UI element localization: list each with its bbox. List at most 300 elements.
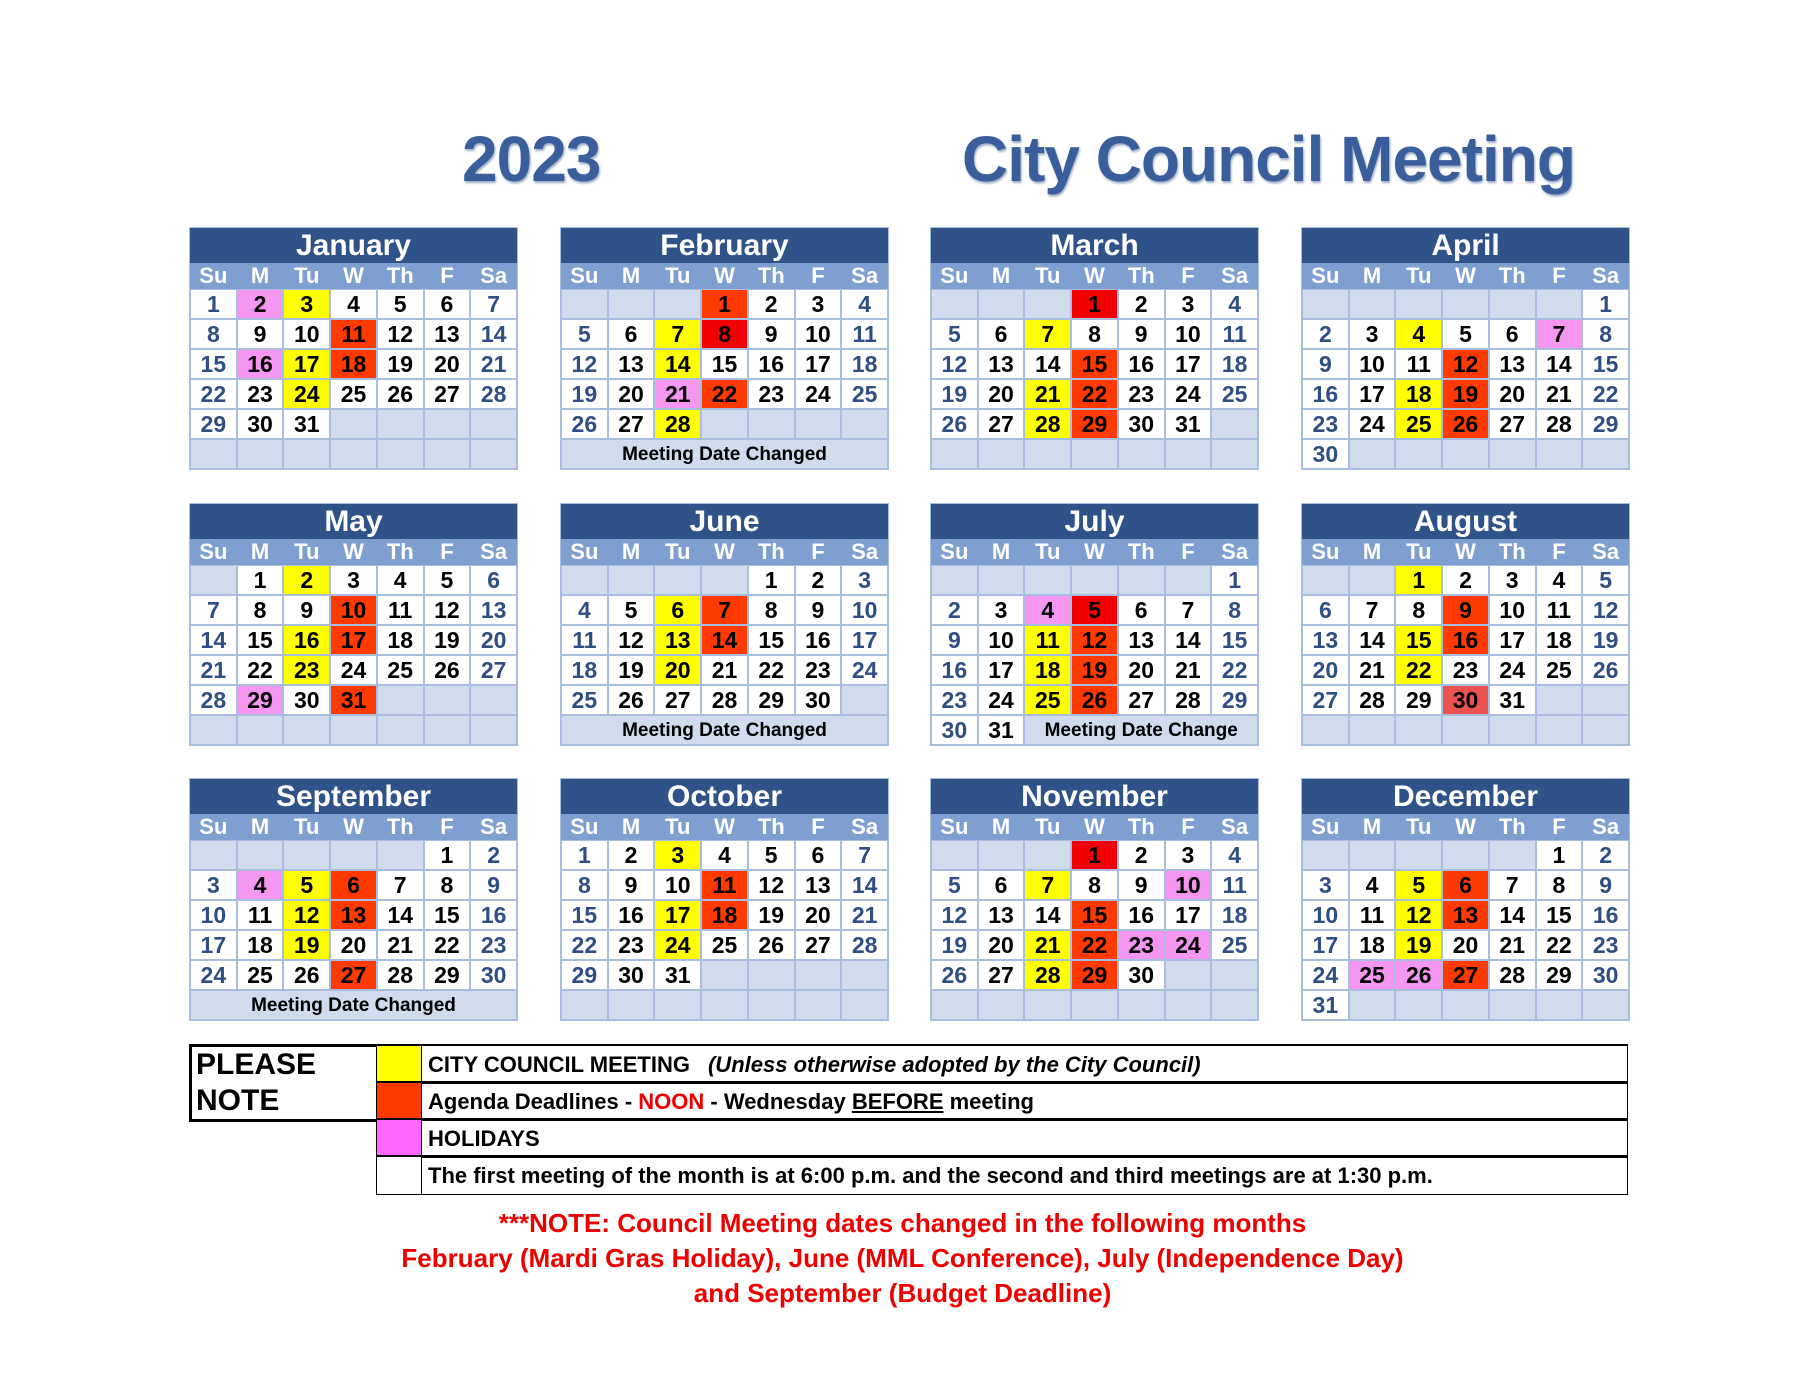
- empty-cell: [1582, 990, 1629, 1020]
- empty-cell: [561, 990, 608, 1020]
- day-cell: 14: [377, 900, 424, 930]
- day-cell: 30: [795, 685, 842, 715]
- day-cell-deadline: 19: [1442, 379, 1489, 409]
- day-cell: 10: [283, 319, 330, 349]
- day-cell: 25: [377, 655, 424, 685]
- day-cell: 21: [470, 349, 517, 379]
- day-cell: 25: [701, 930, 748, 960]
- day-cell-meeting: 24: [283, 379, 330, 409]
- day-cell: 1: [424, 840, 471, 870]
- day-cell: 25: [841, 379, 888, 409]
- day-cell: 15: [190, 349, 237, 379]
- day-cell: 13: [1302, 625, 1349, 655]
- day-cell-meeting: 7: [1024, 319, 1071, 349]
- day-cell: 17: [1349, 379, 1396, 409]
- empty-cell: [841, 685, 888, 715]
- day-cell: 15: [561, 900, 608, 930]
- day-cell: 28: [190, 685, 237, 715]
- day-cell: 20: [608, 379, 655, 409]
- day-cell: 13: [795, 870, 842, 900]
- empty-cell: [1536, 685, 1583, 715]
- deadline-swatch: [377, 1083, 422, 1120]
- empty-cell: [237, 840, 284, 870]
- day-cell: 24: [1349, 409, 1396, 439]
- day-cell: 27: [1118, 685, 1165, 715]
- legend-row-deadline: [376, 1081, 1628, 1121]
- day-cell: 24: [978, 685, 1025, 715]
- day-cell: 5: [424, 565, 471, 595]
- empty-cell: [1302, 565, 1349, 595]
- empty-cell: [377, 409, 424, 439]
- day-cell: 9: [1118, 870, 1165, 900]
- weekday-header: Su: [561, 263, 608, 289]
- month-title: August: [1302, 504, 1629, 539]
- day-cell: 16: [1302, 379, 1349, 409]
- day-cell: 18: [1536, 625, 1583, 655]
- meeting-swatch: [377, 1046, 422, 1083]
- day-cell: 15: [1582, 349, 1629, 379]
- empty-cell: [1489, 715, 1536, 745]
- day-cell-meeting: 28: [654, 409, 701, 439]
- empty-cell: [1211, 990, 1258, 1020]
- empty-cell: [377, 840, 424, 870]
- month-title: March: [931, 228, 1258, 263]
- day-cell: 3: [1302, 870, 1349, 900]
- day-cell-meeting: 2: [283, 565, 330, 595]
- weekday-header: W: [1071, 814, 1118, 840]
- month-title: December: [1302, 779, 1629, 814]
- day-cell-deadline-red: 1: [1071, 840, 1118, 870]
- empty-cell: [1489, 840, 1536, 870]
- empty-cell: [931, 289, 978, 319]
- legend-times-note: The first meeting of the month is at 6:00 p.m. and the second and third meetings are at 1:30 p.m.: [428, 1163, 1433, 1188]
- day-cell: 15: [237, 625, 284, 655]
- weekday-header: W: [330, 814, 377, 840]
- day-cell: 9: [748, 319, 795, 349]
- empty-cell: [470, 409, 517, 439]
- day-cell-deadline: 12: [1442, 349, 1489, 379]
- empty-cell: [608, 289, 655, 319]
- day-cell: 28: [701, 685, 748, 715]
- day-cell: 17: [841, 625, 888, 655]
- day-cell: 16: [931, 655, 978, 685]
- day-cell: 29: [1211, 685, 1258, 715]
- day-grid: [561, 263, 888, 469]
- empty-cell: [1349, 990, 1396, 1020]
- day-cell: 12: [1582, 595, 1629, 625]
- day-cell-deadline-red: 8: [701, 319, 748, 349]
- weekday-header: M: [608, 263, 655, 289]
- weekday-header: Sa: [470, 539, 517, 565]
- weekday-header: F: [424, 263, 471, 289]
- day-cell-deadline: 18: [330, 349, 377, 379]
- weekday-header: Tu: [283, 814, 330, 840]
- day-cell: 13: [978, 349, 1025, 379]
- weekday-header: F: [1165, 539, 1212, 565]
- empty-cell: [424, 409, 471, 439]
- weekday-header: Sa: [1211, 539, 1258, 565]
- day-cell: 30: [1118, 409, 1165, 439]
- day-cell: 21: [701, 655, 748, 685]
- day-cell: 26: [931, 409, 978, 439]
- empty-cell: [1024, 990, 1071, 1020]
- day-cell: 26: [377, 379, 424, 409]
- month-title: September: [190, 779, 517, 814]
- day-cell: 14: [1165, 625, 1212, 655]
- day-cell: 12: [931, 349, 978, 379]
- empty-cell: [1489, 289, 1536, 319]
- day-cell-deadline: 18: [701, 900, 748, 930]
- meeting-date-changed-note: Meeting Date Change: [1024, 715, 1258, 745]
- note-line: February (Mardi Gras Holiday), June (MML Conference), July (Independence Day): [401, 1243, 1404, 1273]
- day-cell-deadline: 13: [1442, 900, 1489, 930]
- day-cell: 27: [978, 409, 1025, 439]
- day-cell: 6: [978, 319, 1025, 349]
- day-cell: 24: [190, 960, 237, 990]
- day-cell-meeting: 21: [1024, 930, 1071, 960]
- empty-cell: [190, 439, 237, 469]
- day-cell: 9: [608, 870, 655, 900]
- day-cell: 26: [424, 655, 471, 685]
- day-cell: 17: [1165, 349, 1212, 379]
- day-cell: 21: [841, 900, 888, 930]
- day-cell: 23: [1302, 409, 1349, 439]
- day-cell-holiday: 4: [237, 870, 284, 900]
- weekday-header: W: [1442, 814, 1489, 840]
- empty-cell: [654, 565, 701, 595]
- weekday-header: M: [237, 814, 284, 840]
- day-cell: 9: [237, 319, 284, 349]
- month-july: [930, 503, 1259, 746]
- day-cell: 30: [470, 960, 517, 990]
- day-cell: 8: [1395, 595, 1442, 625]
- empty-cell: [1349, 715, 1396, 745]
- day-cell: 24: [1489, 655, 1536, 685]
- day-cell: 29: [561, 960, 608, 990]
- day-cell-deadline: 27: [330, 960, 377, 990]
- day-cell: 23: [1582, 930, 1629, 960]
- day-cell-meeting: 16: [283, 625, 330, 655]
- empty-cell: [1489, 439, 1536, 469]
- day-cell: 3: [1489, 565, 1536, 595]
- day-cell: 9: [931, 625, 978, 655]
- day-cell-meeting: 5: [1395, 870, 1442, 900]
- day-cell: 2: [795, 565, 842, 595]
- month-april: [1301, 227, 1630, 470]
- day-cell: 19: [931, 379, 978, 409]
- empty-cell: [1118, 990, 1165, 1020]
- day-cell-holiday: 4: [1024, 595, 1071, 625]
- empty-cell: [1024, 289, 1071, 319]
- weekday-header: Tu: [654, 263, 701, 289]
- day-cell-meeting: 14: [654, 349, 701, 379]
- day-cell: 17: [1302, 930, 1349, 960]
- month-title: October: [561, 779, 888, 814]
- day-cell: 13: [978, 900, 1025, 930]
- weekday-header: Sa: [470, 263, 517, 289]
- day-cell: 29: [424, 960, 471, 990]
- day-cell: 11: [841, 319, 888, 349]
- day-grid: [190, 263, 517, 469]
- day-cell: 15: [1536, 900, 1583, 930]
- day-cell: 9: [795, 595, 842, 625]
- day-cell: 7: [377, 870, 424, 900]
- day-cell-meeting: 23: [283, 655, 330, 685]
- weekday-header: Th: [377, 814, 424, 840]
- day-cell: 16: [1118, 349, 1165, 379]
- empty-cell: [237, 715, 284, 745]
- empty-cell: [1442, 289, 1489, 319]
- day-cell: 23: [470, 930, 517, 960]
- day-cell: 25: [237, 960, 284, 990]
- weekday-header: Tu: [1024, 263, 1071, 289]
- day-cell-meeting: 18: [1395, 379, 1442, 409]
- day-cell: 2: [1118, 289, 1165, 319]
- month-september: [189, 778, 518, 1021]
- day-cell: 11: [377, 595, 424, 625]
- month-title: November: [931, 779, 1258, 814]
- weekday-header: Su: [190, 539, 237, 565]
- empty-cell: [748, 960, 795, 990]
- day-cell-deadline: 26: [1442, 409, 1489, 439]
- day-cell: 18: [1211, 349, 1258, 379]
- empty-cell: [841, 409, 888, 439]
- day-cell-deadline: 6: [1442, 870, 1489, 900]
- day-cell-meeting: 24: [654, 930, 701, 960]
- day-cell: 3: [978, 595, 1025, 625]
- day-cell-meeting: 3: [654, 840, 701, 870]
- day-cell: 7: [470, 289, 517, 319]
- empty-cell: [701, 409, 748, 439]
- day-cell-deadline: 12: [1071, 625, 1118, 655]
- weekday-header: Su: [190, 814, 237, 840]
- weekday-header: Sa: [1211, 814, 1258, 840]
- day-cell: 20: [330, 930, 377, 960]
- meeting-date-changed-note: Meeting Date Changed: [561, 439, 888, 469]
- weekday-header: Tu: [654, 539, 701, 565]
- empty-cell: [424, 439, 471, 469]
- day-cell: 27: [654, 685, 701, 715]
- day-cell: 10: [1489, 595, 1536, 625]
- day-cell: 26: [748, 930, 795, 960]
- day-cell: 26: [283, 960, 330, 990]
- day-cell: 31: [1489, 685, 1536, 715]
- holiday-swatch: [377, 1120, 422, 1157]
- empty-cell: [1582, 715, 1629, 745]
- day-cell-meeting: 19: [283, 930, 330, 960]
- day-cell: 8: [1582, 319, 1629, 349]
- empty-cell: [470, 685, 517, 715]
- day-cell: 5: [608, 595, 655, 625]
- day-cell-meeting: 7: [1024, 870, 1071, 900]
- day-cell: 13: [424, 319, 471, 349]
- empty-cell: [795, 990, 842, 1020]
- page-title: City Council Meeting: [962, 123, 1575, 195]
- empty-cell: [654, 289, 701, 319]
- day-grid: [931, 263, 1258, 469]
- weekday-header: Sa: [1211, 263, 1258, 289]
- day-cell-meeting: 5: [283, 870, 330, 900]
- day-cell: 18: [377, 625, 424, 655]
- legend-before: BEFORE: [851, 1089, 944, 1114]
- legend-row-holidays: [376, 1118, 1628, 1158]
- day-cell: 7: [190, 595, 237, 625]
- day-cell: 2: [1582, 840, 1629, 870]
- day-cell: 5: [1442, 319, 1489, 349]
- empty-cell: [1395, 990, 1442, 1020]
- please-note-line: NOTE: [196, 1084, 280, 1117]
- day-cell: 19: [931, 930, 978, 960]
- day-cell: 1: [748, 565, 795, 595]
- weekday-header: W: [330, 539, 377, 565]
- day-cell: 26: [1582, 655, 1629, 685]
- empty-cell: [330, 840, 377, 870]
- empty-cell: [377, 685, 424, 715]
- empty-cell: [1165, 960, 1212, 990]
- legend-holidays-label: HOLIDAYS: [428, 1126, 540, 1151]
- day-cell: 1: [1536, 840, 1583, 870]
- day-cell: 12: [608, 625, 655, 655]
- day-cell: 26: [931, 960, 978, 990]
- day-cell-holiday: 24: [1165, 930, 1212, 960]
- day-cell: 28: [841, 930, 888, 960]
- day-cell: 4: [330, 289, 377, 319]
- weekday-header: W: [701, 814, 748, 840]
- day-cell: 3: [1165, 840, 1212, 870]
- month-title: April: [1302, 228, 1629, 263]
- day-cell: 21: [1489, 930, 1536, 960]
- weekday-header: Tu: [283, 539, 330, 565]
- day-cell: 30: [1302, 439, 1349, 469]
- day-cell: 11: [1395, 349, 1442, 379]
- day-cell: 19: [424, 625, 471, 655]
- day-cell: 20: [470, 625, 517, 655]
- day-grid: [190, 539, 517, 745]
- empty-cell: [1165, 565, 1212, 595]
- legend-noon: NOON: [638, 1089, 705, 1114]
- day-cell: 26: [561, 409, 608, 439]
- day-cell-meeting: 4: [1395, 319, 1442, 349]
- day-cell: 27: [1302, 685, 1349, 715]
- day-cell: 3: [1349, 319, 1396, 349]
- day-grid: [561, 539, 888, 745]
- empty-cell: [748, 990, 795, 1020]
- day-cell: 6: [1489, 319, 1536, 349]
- empty-cell: [978, 289, 1025, 319]
- day-cell: 20: [978, 379, 1025, 409]
- day-cell: 25: [330, 379, 377, 409]
- day-cell: 17: [795, 349, 842, 379]
- day-cell: 23: [1118, 379, 1165, 409]
- empty-cell: [1349, 840, 1396, 870]
- day-cell-deadline: 15: [1071, 900, 1118, 930]
- day-cell: 8: [748, 595, 795, 625]
- empty-cell: [1442, 990, 1489, 1020]
- day-cell: 12: [377, 319, 424, 349]
- day-cell-meeting: 12: [1395, 900, 1442, 930]
- weekday-header: Th: [1118, 814, 1165, 840]
- empty-cell: [1442, 840, 1489, 870]
- empty-cell: [1071, 990, 1118, 1020]
- day-cell: 19: [561, 379, 608, 409]
- day-cell: 8: [1071, 319, 1118, 349]
- weekday-header: W: [1442, 263, 1489, 289]
- weekday-header: Su: [561, 539, 608, 565]
- day-grid: [931, 539, 1258, 745]
- empty-cell: [978, 439, 1025, 469]
- empty-cell: [608, 565, 655, 595]
- day-cell: 22: [1582, 379, 1629, 409]
- empty-cell: [1118, 439, 1165, 469]
- day-cell: 31: [978, 715, 1025, 745]
- day-cell: 11: [1536, 595, 1583, 625]
- day-cell: 18: [1211, 900, 1258, 930]
- day-cell: 15: [424, 900, 471, 930]
- day-cell: 19: [748, 900, 795, 930]
- empty-cell: [1536, 289, 1583, 319]
- weekday-header: W: [1442, 539, 1489, 565]
- day-cell: 26: [608, 685, 655, 715]
- weekday-header: Sa: [1582, 539, 1629, 565]
- weekday-header: Th: [748, 539, 795, 565]
- day-cell: 16: [470, 900, 517, 930]
- day-cell: 22: [190, 379, 237, 409]
- day-cell: 8: [1536, 870, 1583, 900]
- day-cell: 20: [424, 349, 471, 379]
- day-cell: 9: [470, 870, 517, 900]
- day-cell: 10: [1165, 319, 1212, 349]
- day-cell: 20: [1442, 930, 1489, 960]
- empty-cell: [1395, 840, 1442, 870]
- day-cell: 30: [931, 715, 978, 745]
- weekday-header: F: [424, 814, 471, 840]
- day-cell: 10: [654, 870, 701, 900]
- weekday-header: Su: [931, 539, 978, 565]
- day-cell: 9: [1118, 319, 1165, 349]
- day-cell: 28: [1165, 685, 1212, 715]
- day-cell-deadline-light: 30: [1442, 685, 1489, 715]
- day-cell-deadline: 26: [1071, 685, 1118, 715]
- day-cell-holiday: 23: [1118, 930, 1165, 960]
- empty-cell: [701, 960, 748, 990]
- weekday-header: Su: [1302, 539, 1349, 565]
- month-march: [930, 227, 1259, 470]
- empty-cell: [1118, 565, 1165, 595]
- empty-cell: [1024, 565, 1071, 595]
- empty-cell: [377, 439, 424, 469]
- day-cell-deadline-red: 5: [1071, 595, 1118, 625]
- empty-cell: [424, 685, 471, 715]
- day-cell: 6: [470, 565, 517, 595]
- day-cell-deadline: 17: [330, 625, 377, 655]
- month-february: [560, 227, 889, 470]
- day-cell-holiday: 29: [237, 685, 284, 715]
- empty-cell: [330, 439, 377, 469]
- weekday-header: W: [701, 263, 748, 289]
- weekday-header: Sa: [841, 814, 888, 840]
- day-cell: 5: [561, 319, 608, 349]
- empty-cell: [561, 565, 608, 595]
- day-cell-deadline: 9: [1442, 595, 1489, 625]
- day-cell: 27: [608, 409, 655, 439]
- day-cell: 6: [795, 840, 842, 870]
- day-cell: 30: [1118, 960, 1165, 990]
- day-grid: [1302, 263, 1629, 469]
- empty-cell: [795, 409, 842, 439]
- day-cell-deadline-red: 1: [1071, 289, 1118, 319]
- day-cell: 22: [424, 930, 471, 960]
- day-cell: 10: [190, 900, 237, 930]
